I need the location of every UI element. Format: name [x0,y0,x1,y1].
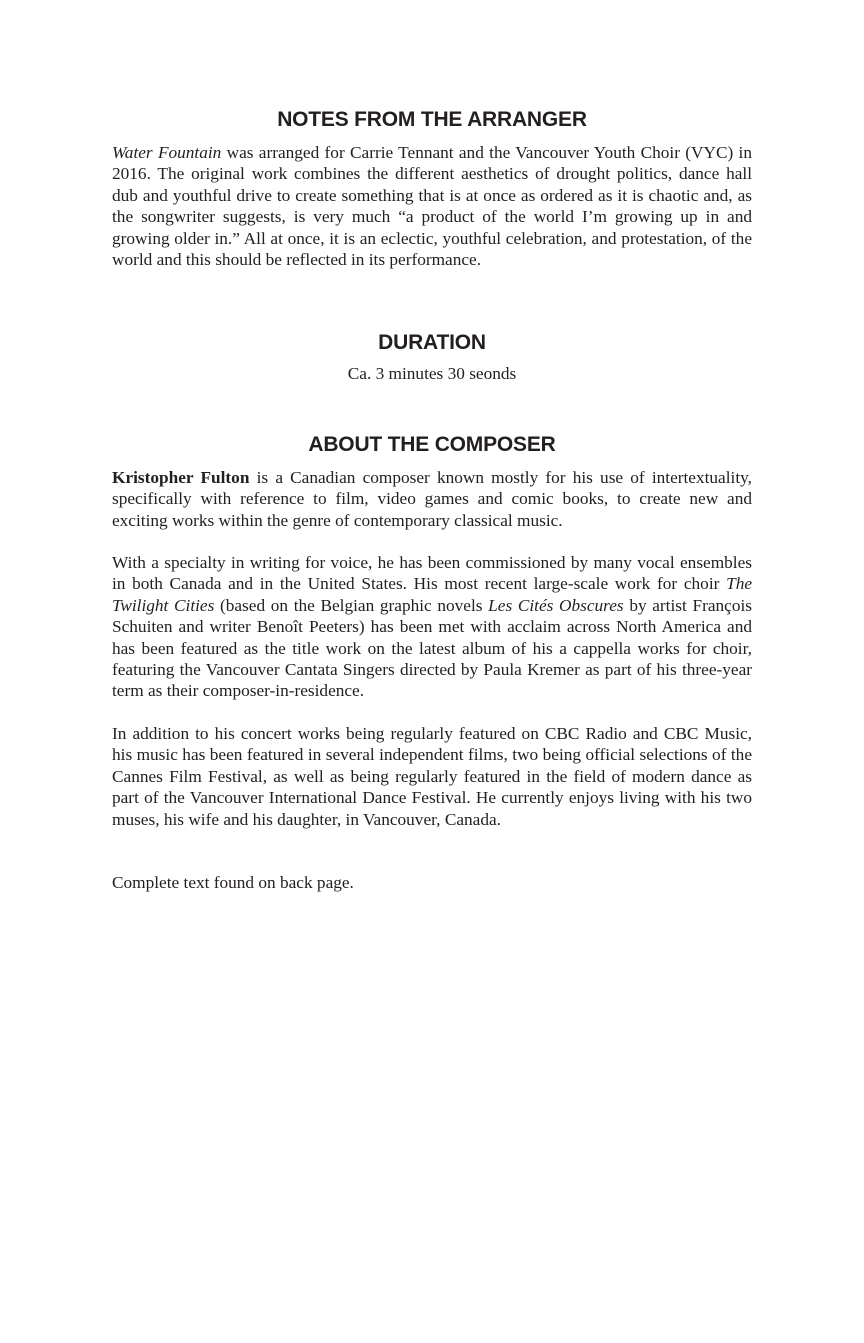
graphic-novel-title: Les Cités Obscures [488,595,624,615]
work-title: Water Fountain [112,143,222,162]
composer-paragraph-2-text-3: by artist François Schuiten and writer Benoît Peeters) has been met with acclaim across North America and has been featured as the title work on the latest album of his a cappella works for choir, featuring the Vancouver Cantata Singers directed by Paula Kremer as part of his three-year term as their composer-in-residence. [112,595,752,701]
composer-paragraph-2-text-2: (based on the Belgian graphic novels [214,595,489,615]
arranger-notes-text: was arranged for Carrie Tennant and the Vancouver Youth Choir (VYC) in 2016. The original work combines the different aesthetics of drought politics, dance hall dub and youthful drive to create something that is at once as ordered as it is chaotic and, as the songwriter suggests, is very much “a product of the world I’m growing up in and growing older in.” All at once, it is an eclectic, youthful celebration, and protestation, of the world and this should be reflected in its performance. [112,143,752,270]
composer-work-title: The Twilight Cities [112,574,752,615]
composer-paragraph-1-text: is a Canadian composer known mostly for his use of intertextuality, specifically with reference to film, video games and comic books, to create new and exciting works within the genre of contemporary classical music. [112,468,752,530]
composer-paragraph-3: In addition to his concert works being regularly featured on CBC Radio and CBC Music, his music has been featured in several independent films, two being official selections of the Cannes Film Festival, as well as being regularly featured in the field of modern dance as part of the Vancouver International Dance Festival. He currently enjoys living with his two muses, his wife and his daughter, in Vancouver, Canada. [112,724,752,829]
footer-note: Complete text found on back page. [112,873,354,892]
duration-heading: DURATION [378,331,486,354]
composer-name: Kristopher Fulton [112,468,250,487]
arranger-notes-heading: NOTES FROM THE ARRANGER [277,108,587,131]
duration-value: Ca. 3 minutes 30 seonds [347,364,517,383]
arranger-notes-paragraph [112,142,752,270]
composer-paragraph-2-text-1: With a specialty in writing for voice, he has been commissioned by many vocal ensembles in both Canada and in the United States. His most recent large-scale work for choir [112,553,752,594]
composer-paragraph-1 [112,467,752,531]
about-composer-heading: ABOUT THE COMPOSER [308,433,556,456]
composer-paragraph-2 [112,552,752,702]
